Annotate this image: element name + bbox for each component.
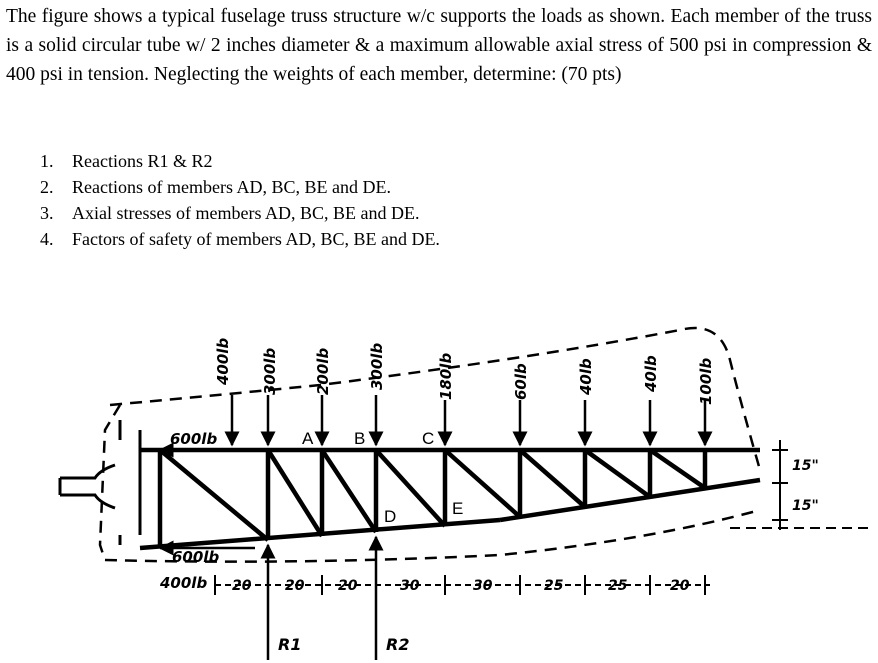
top-load-labels	[214, 338, 715, 405]
task-item: 3. Axial stresses of members AD, BC, BE and DE.	[40, 203, 420, 223]
left-load-label-bottom: 600lb	[172, 548, 220, 566]
spacing-label: 20	[285, 578, 305, 594]
left-bottom-load-label: 400lb	[160, 574, 208, 592]
task-item: 1. Reactions R1 & R2	[40, 151, 213, 171]
load-label: 400lb	[214, 337, 232, 385]
load-label: 200lb	[314, 347, 332, 395]
spacing-label: 20	[338, 578, 358, 594]
spacing-label: 30	[473, 578, 493, 594]
load-label: 300lb	[261, 347, 279, 395]
load-label: 40lb	[577, 358, 595, 395]
spacing-label: 20	[232, 578, 252, 594]
load-label: 60lb	[512, 363, 530, 400]
task-item: 4. Factors of safety of members AD, BC, BE and DE.	[40, 229, 440, 249]
node-a: A	[302, 429, 314, 448]
reaction-r2: R2	[386, 635, 410, 654]
height-label-top: 15"	[792, 458, 819, 474]
spacing-label: 25	[608, 578, 628, 594]
spacing-label: 25	[544, 578, 564, 594]
left-load-label-top: 600lb	[170, 430, 218, 448]
load-label: 40lb	[642, 355, 660, 392]
load-label: 180lb	[437, 352, 455, 400]
load-label: 300lb	[368, 342, 386, 390]
node-d: D	[384, 507, 397, 526]
spacing-label: 20	[670, 578, 690, 594]
height-label-bottom: 15"	[792, 498, 819, 514]
spacing-label: 30	[400, 578, 420, 594]
node-labels	[302, 429, 463, 526]
node-b: B	[354, 429, 366, 448]
node-c: C	[422, 429, 435, 448]
problem-statement: The figure shows a typical fuselage truss structure w/c supports the loads as shown. Each member of the truss is a solid circular tube w/ 2 inches diameter & a maximum allowable axial stress of 500 psi in compression & 400 psi in tension. Neglecting the weights of each member, determine: (70 pts)	[6, 6, 872, 85]
node-e: E	[452, 499, 464, 518]
truss-members	[140, 450, 760, 548]
reaction-r1: R1	[278, 635, 302, 654]
height-dimension	[730, 440, 870, 530]
load-label: 100lb	[697, 357, 715, 405]
task-item: 2. Reactions of members AD, BC, BE and DE.	[40, 177, 391, 197]
